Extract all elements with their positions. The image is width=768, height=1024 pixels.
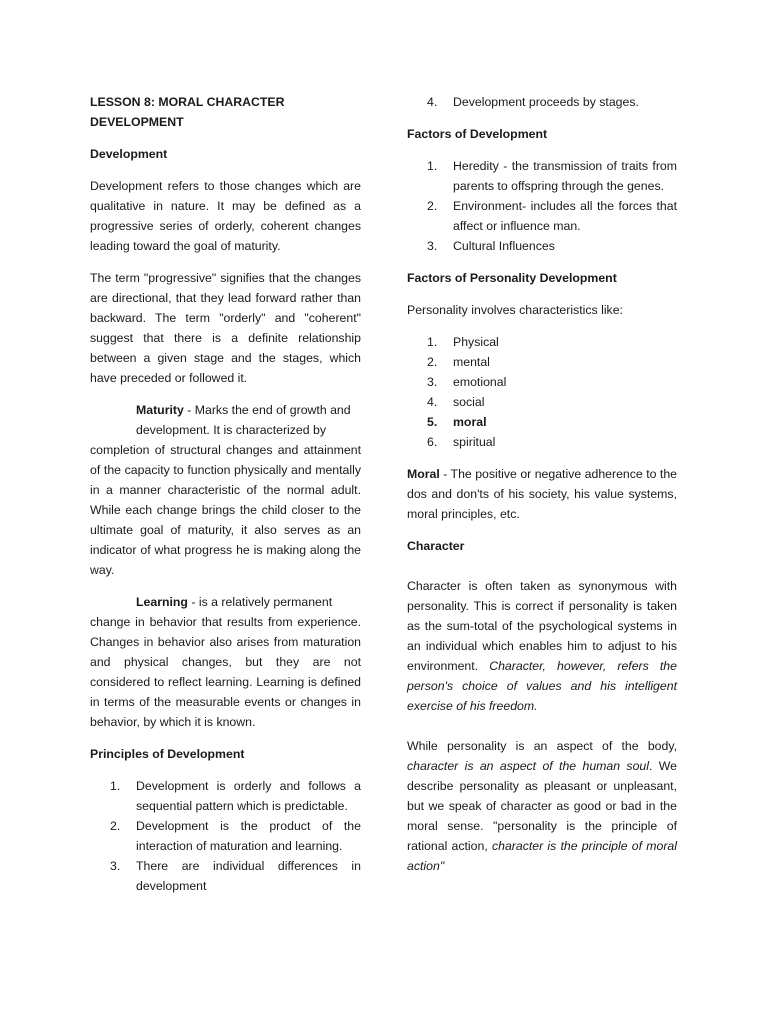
factors-heading: Factors of Development <box>407 127 548 141</box>
list-item: 1. Development is orderly and follows a sequential pattern which is predictable. <box>110 779 361 813</box>
list-item: 2. Environment- includes all the forces that affect or influence man. <box>427 199 677 233</box>
list-item: 3. There are individual differences in development <box>110 859 361 893</box>
list-item: 1. Heredity - the transmission of traits from parents to offspring through the genes. <box>427 159 677 193</box>
personality-intro: Personality involves characteristics like: <box>407 303 623 317</box>
development-paragraph-1: Development refers to those changes which are qualitative in nature. It may be defined as a progressive series of orderly, coherent changes leading toward the goal of maturity. <box>90 179 361 253</box>
learning-rest: change in behavior that results from experience. Changes in behavior also arises from maturation and physical changes, but they are not considered to reflect learning. Learning is defined in terms of the measurable events or changes in behavior, by which it is known. <box>90 615 361 729</box>
list-item: 4. social <box>427 395 485 409</box>
list-item: 2. Development is the product of the interaction of maturation and learning. <box>110 819 361 853</box>
character-paragraph-1: Character is often taken as synonymous with personality. This is correct if personality is taken as the sum-total of the psychological systems in an individual which enables him to adjust to his environment. Character, however, refers the person's choice of values and his intelligent exercise of his freedom. <box>407 579 677 713</box>
list-item: 1. Physical <box>427 335 499 349</box>
maturity-line-2: development. It is characterized by <box>136 423 327 437</box>
list-item: 3. Cultural Influences <box>427 239 555 253</box>
list-item: 3. emotional <box>427 375 507 389</box>
list-item: 5. moral <box>427 415 487 429</box>
left-column <box>90 92 361 908</box>
personality-heading: Factors of Personality Development <box>407 271 617 285</box>
learning-term: Learning <box>136 595 188 609</box>
character-paragraph-2: While personality is an aspect of the body, character is an aspect of the human soul. We describe personality as pleasant or unpleasant, but we speak of character as good or bad in the moral sense. "personality is the principle of rational action, character is the principle of moral action" <box>407 739 677 873</box>
traits-list <box>407 332 677 452</box>
learning-line-1: - is a relatively permanent <box>187 595 333 609</box>
maturity-term: Maturity <box>136 403 184 417</box>
principles-list-continued <box>407 92 677 112</box>
list-item: 6. spiritual <box>427 435 496 449</box>
list-item: 4. Development proceeds by stages. <box>427 95 639 109</box>
lesson-title: LESSON 8: MORAL CHARACTER DEVELOPMENT <box>90 95 285 129</box>
list-item: 2. mental <box>427 355 490 369</box>
principles-heading: Principles of Development <box>90 747 245 761</box>
maturity-line-1: - Marks the end of growth and <box>183 403 351 417</box>
development-paragraph-2: The term "progressive" signifies that the changes are directional, that they lead forward rather than backward. The term "orderly" and "coherent" suggest that there is a definite relationship between a given stage and the stages, which have preceded or followed it. <box>90 271 361 385</box>
maturity-rest: completion of structural changes and attainment of the capacity to function physically and mentally in a manner characteristic of the normal adult. While each change brings the child closer to the ultimate goal of maturity, it also serves as an indicator of what progress he is making along the way. <box>90 443 361 577</box>
moral-term: Moral <box>407 467 440 481</box>
development-heading: Development <box>90 147 168 161</box>
principles-list <box>90 776 361 896</box>
learning-paragraph <box>90 592 361 732</box>
maturity-paragraph <box>90 400 361 580</box>
moral-paragraph: Moral - The positive or negative adherence to the dos and don'ts of his society, his value systems, moral principles, etc. <box>407 467 677 521</box>
factors-list <box>407 156 677 256</box>
right-column <box>407 92 677 888</box>
character-heading: Character <box>407 539 465 553</box>
